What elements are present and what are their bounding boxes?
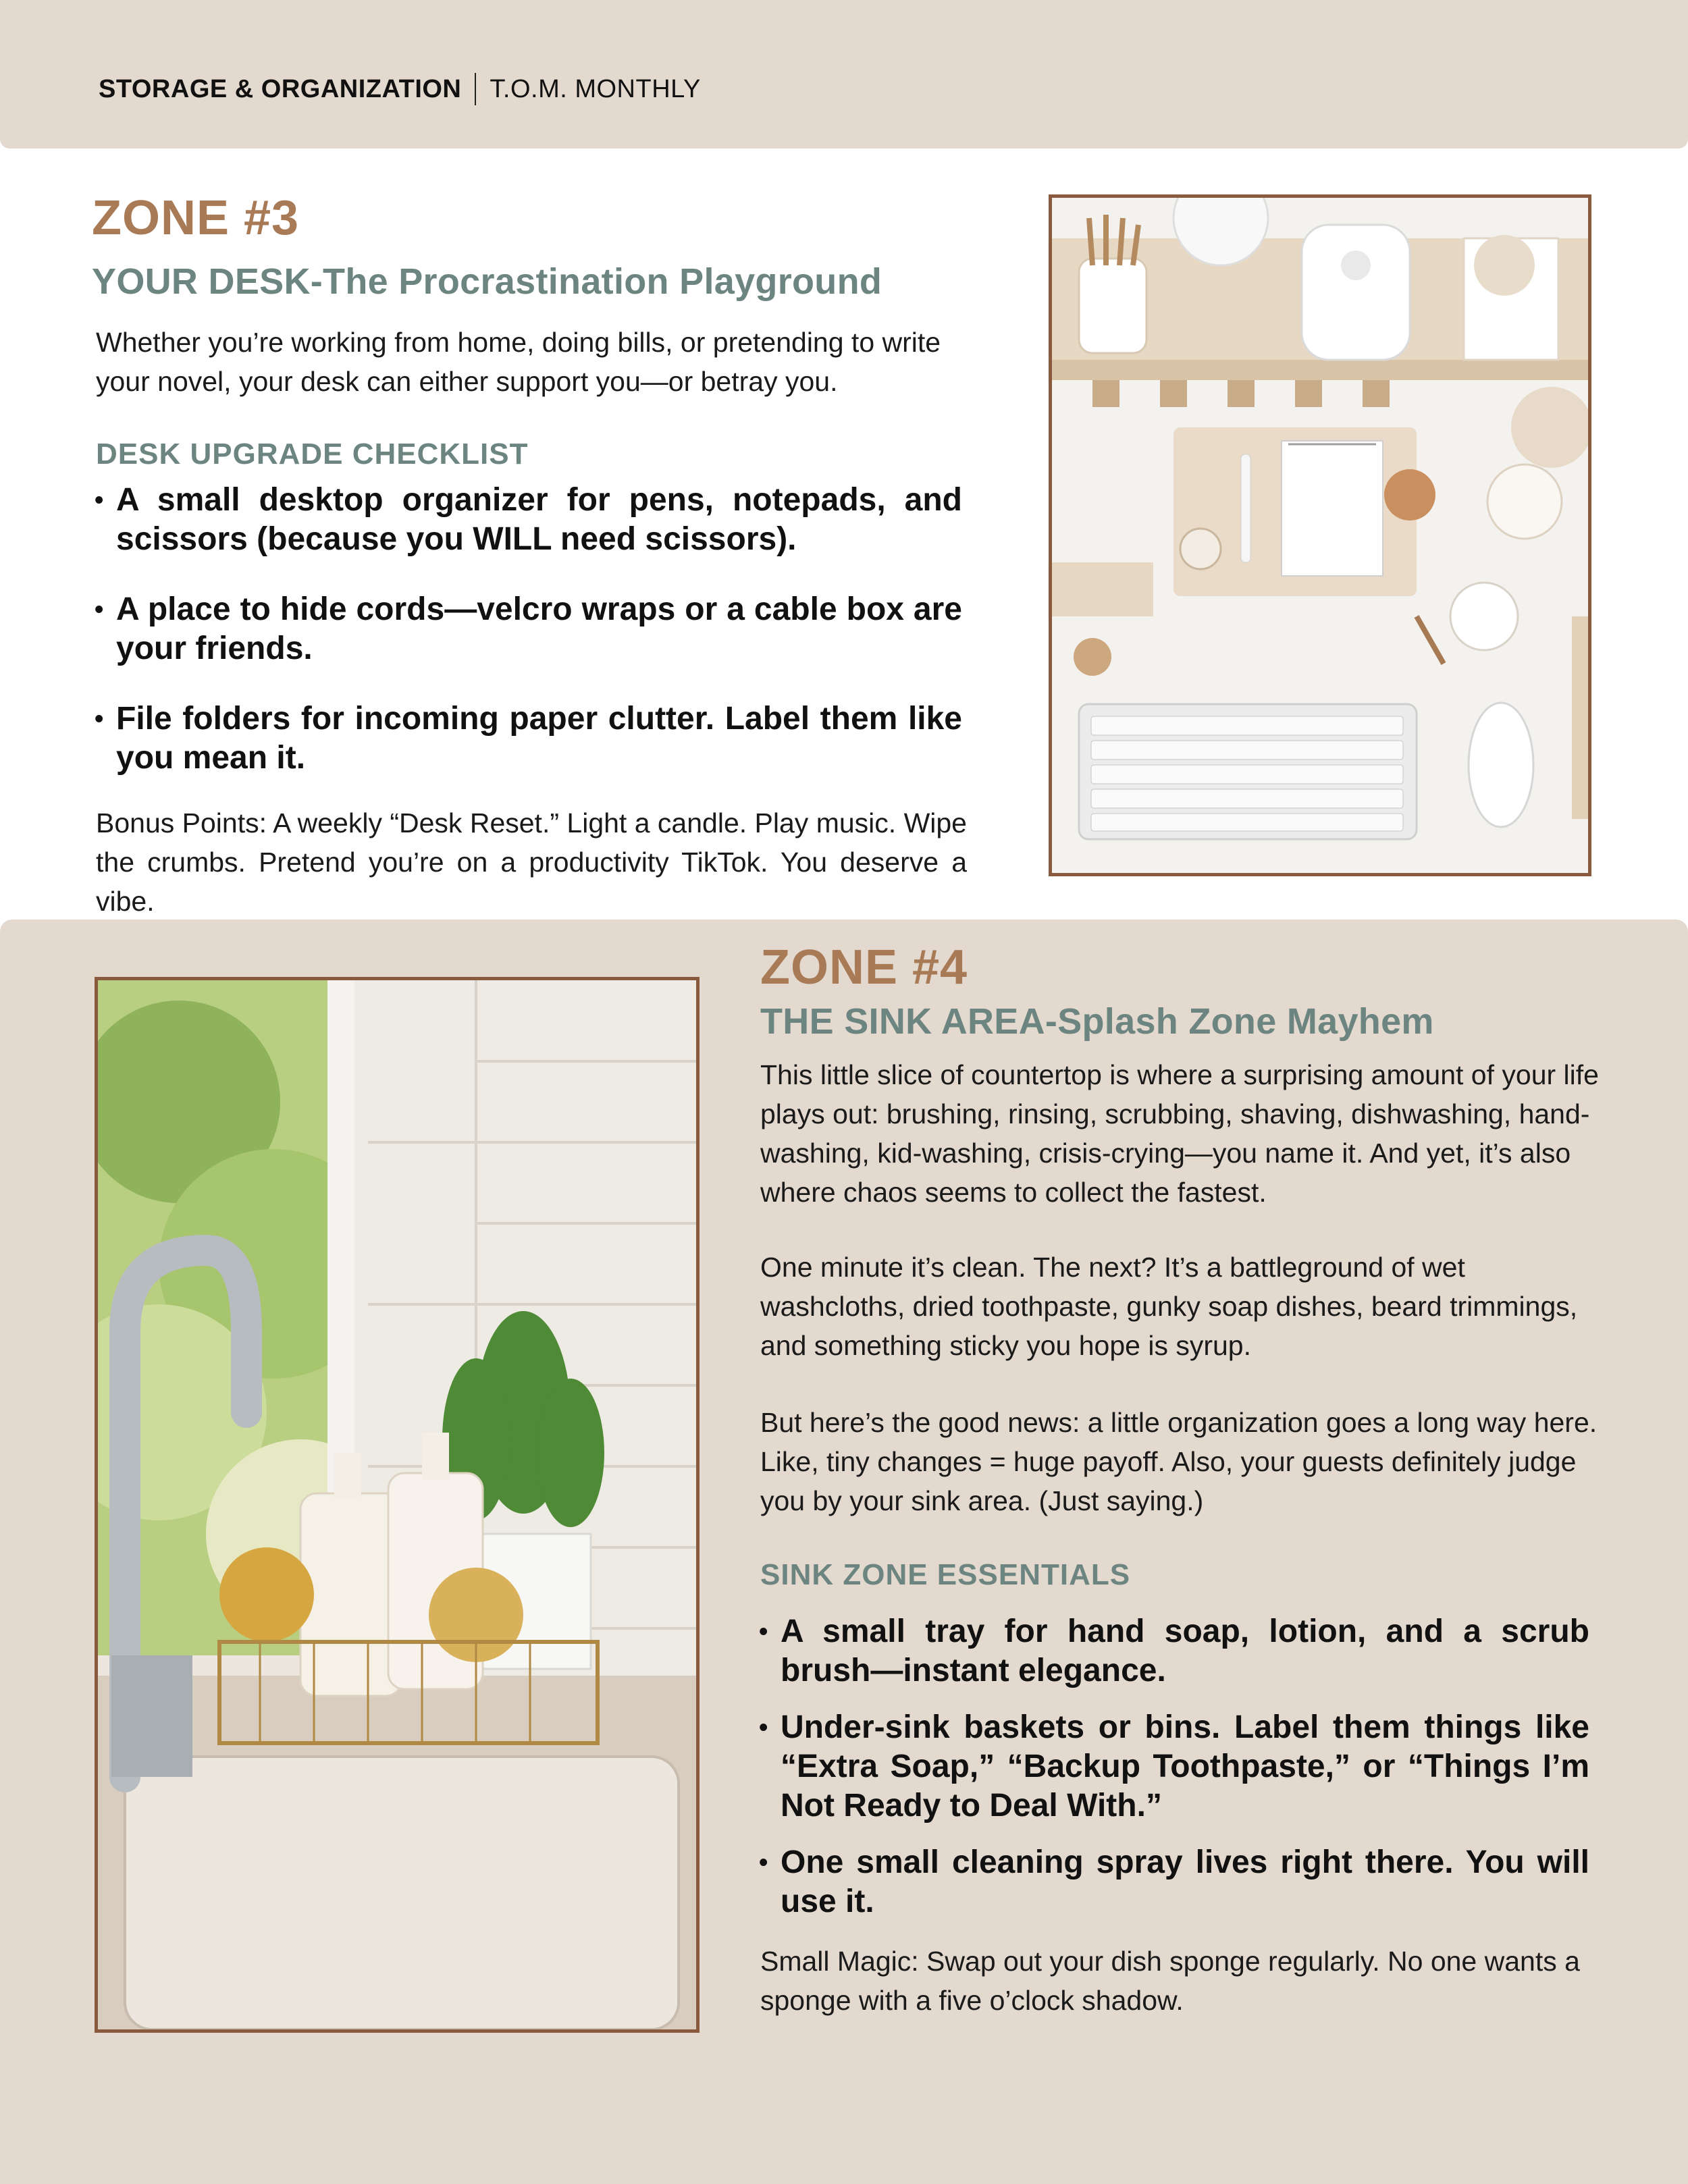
zone3-label: ZONE #3 <box>92 191 300 245</box>
zone4-magic: Small Magic: Swap out your dish sponge regularly. No one wants a sponge with a five o’clock shadow. <box>760 1946 1580 2016</box>
zone4-label: ZONE #4 <box>760 940 968 994</box>
publication-name: T.O.M. MONTHLY <box>490 74 701 103</box>
zone4-para2: One minute it’s clean. The next? It’s a battleground of wet washcloths, dried toothpaste, gunky soap dishes, beard trimmings, and something sticky you hope is syrup. <box>760 1252 1578 1361</box>
desk-illustration <box>1052 198 1588 873</box>
zone4-subtitle: THE SINK AREA-Splash Zone Mayhem <box>760 1001 1434 1042</box>
sink-photo <box>95 977 700 2033</box>
list-item: • A small tray for hand soap, lotion, and a scrub brush—instant elegance. <box>759 1612 1589 1690</box>
list-item: • A small desktop organizer for pens, notepads, and scissors (because you WILL need scissors). <box>95 481 962 559</box>
zone3-bonus: Bonus Points: A weekly “Desk Reset.” Light a candle. Play music. Wipe the crumbs. Pretend you’re on a productivity TikTok. You deserve a vibe. <box>96 807 967 917</box>
header-band <box>0 0 1688 149</box>
section-title: STORAGE & ORGANIZATION <box>99 74 462 103</box>
header-divider <box>475 73 476 105</box>
zone4-essentials-heading: SINK ZONE ESSENTIALS <box>760 1558 1131 1591</box>
sink-illustration <box>98 980 696 2029</box>
list-item: • File folders for incoming paper clutter. Label them like you mean it. <box>95 699 962 778</box>
zone4-para1: This little slice of countertop is where a surprising amount of your life plays out: brushing, rinsing, scrubbing, shaving, dishwashing, hand-washing, kid-washing, crisis-crying—you name it. And yet, it’s also where chaos seems to collect the fastest. <box>760 1059 1599 1208</box>
zone3-checklist-heading: DESK UPGRADE CHECKLIST <box>96 437 529 471</box>
desk-photo <box>1049 194 1591 876</box>
running-header <box>99 73 701 105</box>
zone3-intro: Whether you’re working from home, doing bills, or pretending to write your novel, your desk can either support you—or betray you. <box>96 327 941 397</box>
zone4-para3: But here’s the good news: a little organization goes a long way here. Like, tiny changes = huge payoff. Also, your guests definitely judge you by your sink area. (Just saying.) <box>760 1407 1598 1516</box>
list-item: • Under-sink baskets or bins. Label them things like “Extra Soap,” “Backup Toothpaste,” or “Things I’m Not Ready to Deal With.” <box>759 1708 1589 1826</box>
zone3-checklist <box>95 481 962 778</box>
list-item: • A place to hide cords—velcro wraps or a cable box are your friends. <box>95 590 962 668</box>
list-item: • One small cleaning spray lives right there. You will use it. <box>759 1843 1589 1921</box>
zone4-essentials <box>759 1612 1589 1921</box>
zone3-subtitle: YOUR DESK-The Procrastination Playground <box>92 261 882 302</box>
